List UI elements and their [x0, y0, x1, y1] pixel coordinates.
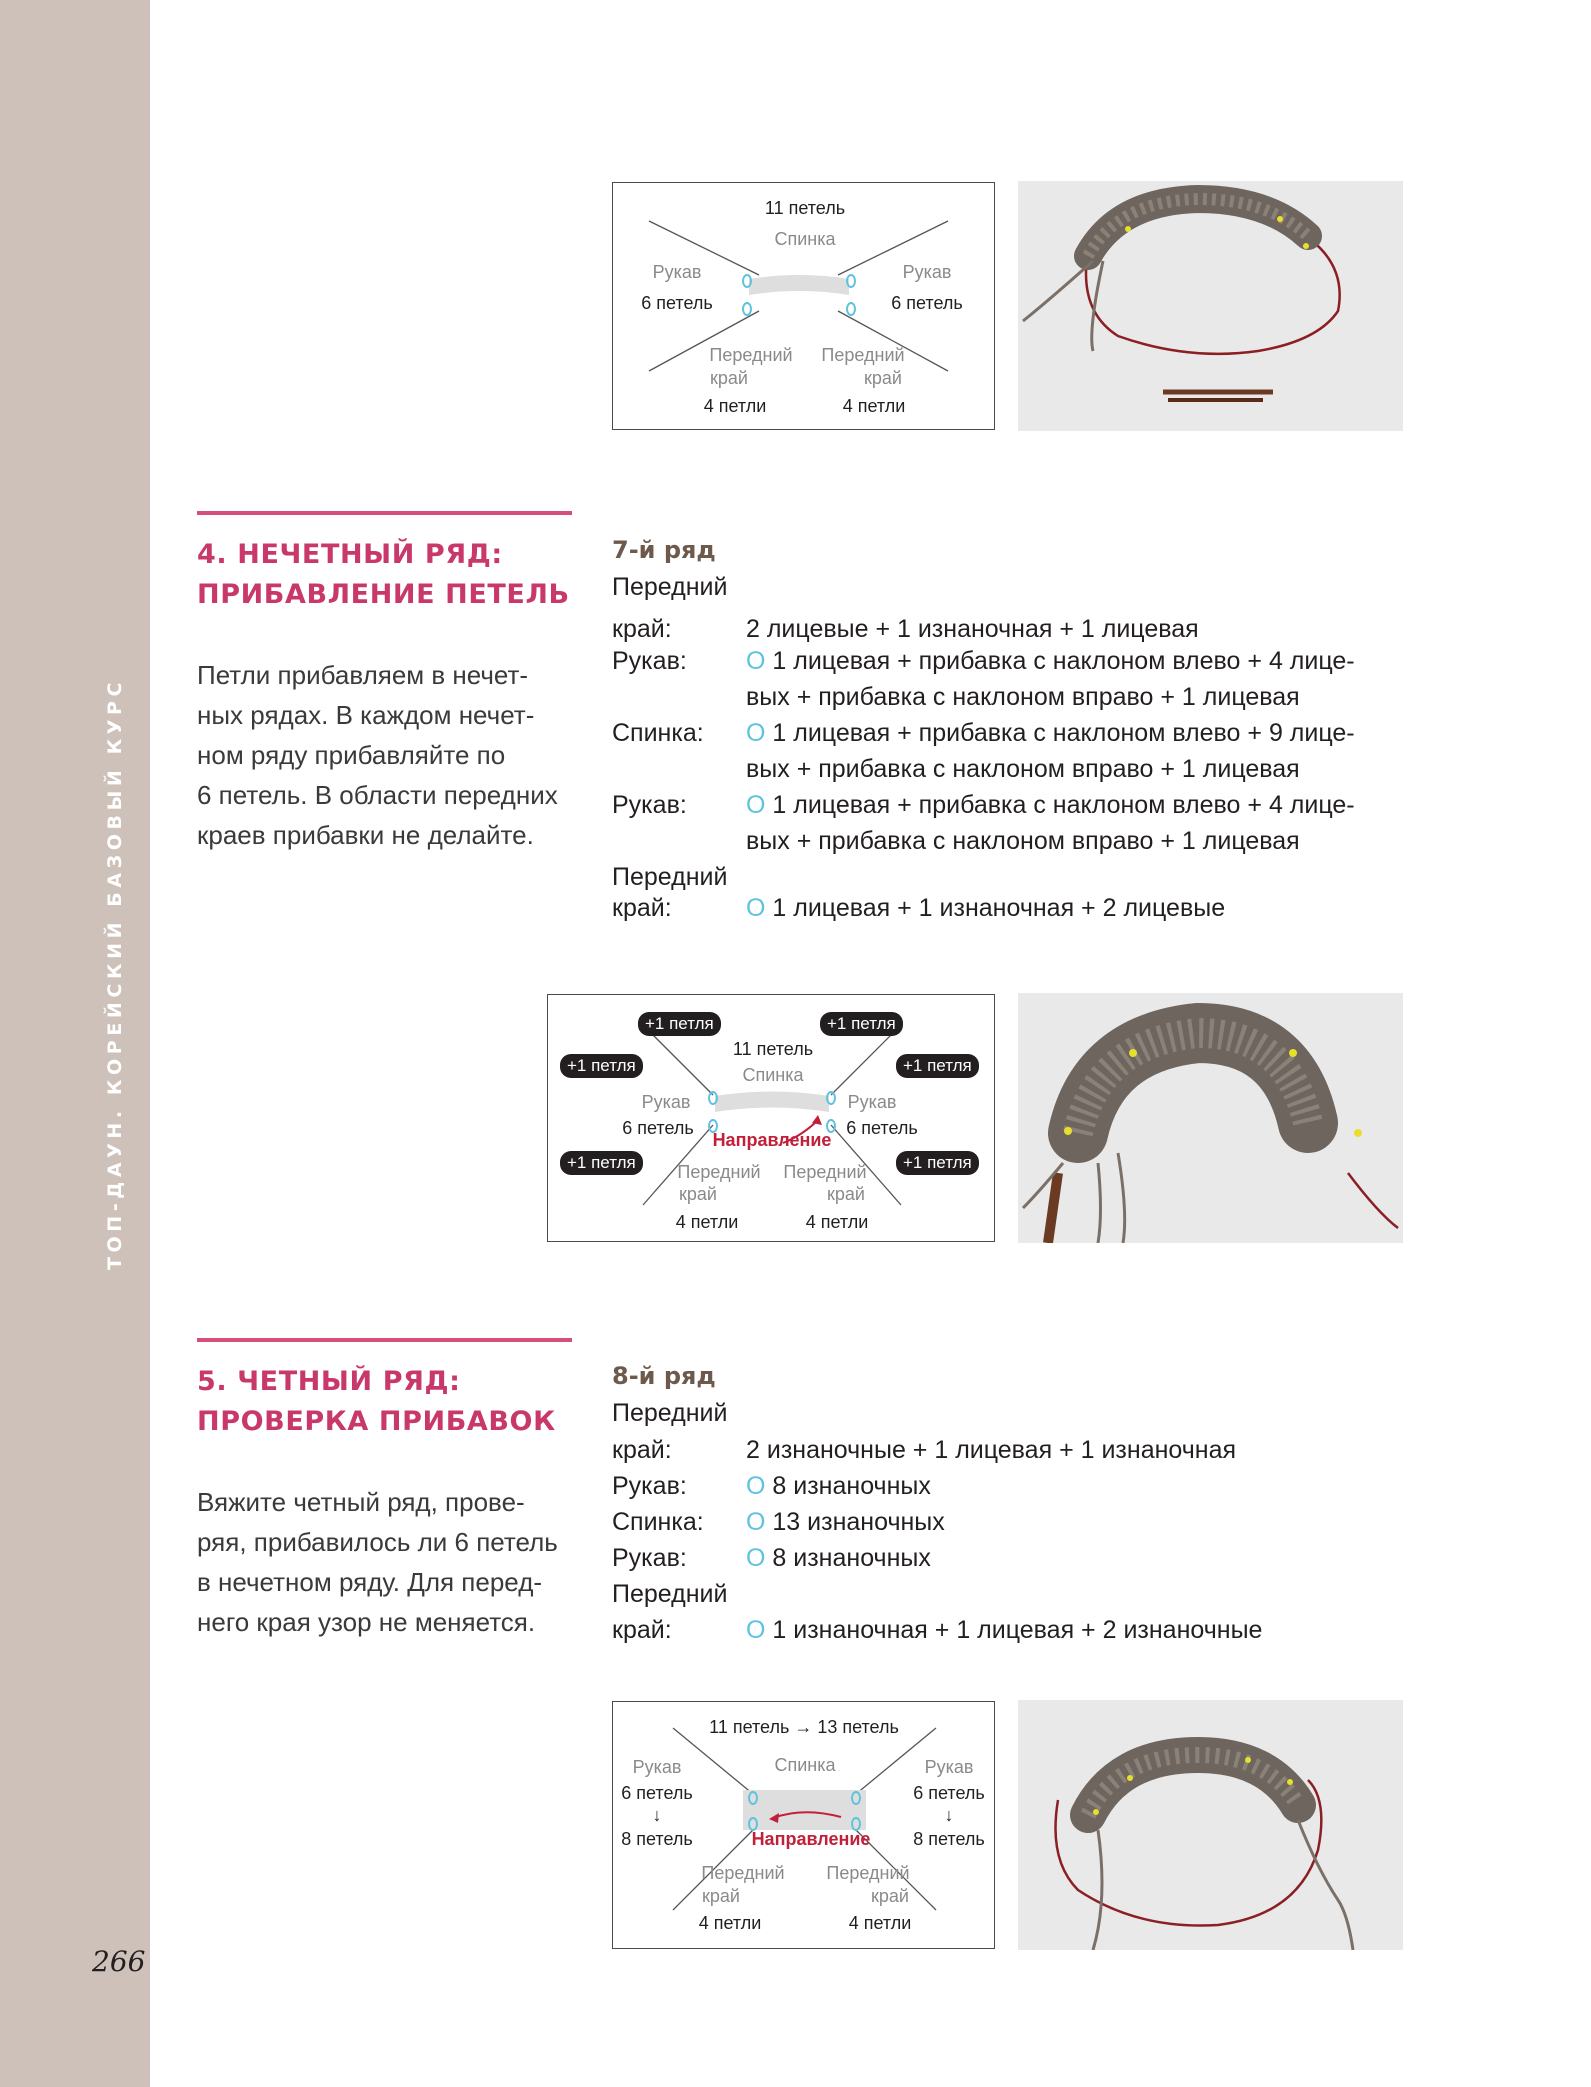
intro-line: него края узор не меняется. [197, 1607, 536, 1637]
diagram-row8 [612, 1701, 995, 1949]
page-sidebar [0, 0, 150, 2087]
diagram-sleeve-left-label: Рукав [632, 1757, 682, 1777]
diagram-top-count: 11 петель → 13 петель [709, 1717, 899, 1737]
diagram-direction-label: Направление [712, 1130, 832, 1150]
instruction-label: Передний [612, 1399, 728, 1427]
intro-line: в нечетном ряду. Для перед- [197, 1567, 543, 1597]
intro-line: Вяжите четный ряд, прове- [197, 1487, 525, 1517]
diagram-front-left-count: 4 петли [698, 1913, 762, 1933]
instruction-label: Передний [612, 573, 728, 601]
section5-heading-line1: 5. ЧЕТНЫЙ РЯД: [197, 1366, 461, 1397]
diagram-front-left-label: Передний [701, 1863, 785, 1883]
instruction-text: 2 изнаночные + 1 лицевая + 1 изнаночная [746, 1436, 1237, 1464]
marker-circle-icon: O [746, 1544, 766, 1572]
instruction-label: Спинка: [612, 719, 704, 747]
instruction-text: O 8 изнаночных [746, 1544, 931, 1572]
section5-intro [197, 1482, 577, 1642]
diagram-row6 [612, 182, 995, 430]
section4-rule [197, 511, 572, 515]
diagram-sleeve-left-label: Рукав [641, 1092, 691, 1112]
instruction-label: Рукав: [612, 647, 687, 675]
diagram-back-label: Спинка [742, 1065, 804, 1085]
diagram-sleeve-left-count: 6 петель [621, 1783, 693, 1803]
plus-one-badge: +1 петля [560, 1151, 643, 1175]
diagram-sleeve-left-count: 6 петель [641, 293, 713, 313]
diagram-direction-label: Направление [751, 1829, 871, 1849]
diagram-front-right-count: 4 петли [805, 1212, 869, 1232]
instruction-text: O 8 изнаночных [746, 1472, 931, 1500]
section5-rule [197, 1338, 572, 1342]
instruction-label: край: [612, 1436, 672, 1464]
marker-circle-icon: O [746, 1616, 766, 1644]
plus-one-badge: +1 петля [560, 1054, 643, 1078]
section4-intro [197, 655, 577, 855]
row8-title: 8-й ряд [612, 1362, 716, 1390]
arrow-down-icon: ↓ [652, 1805, 662, 1825]
diagram-front-right-label: Передний [826, 1863, 910, 1883]
running-head: ТОП-ДАУН. КОРЕЙСКИЙ БАЗОВЫЙ КУРС [104, 677, 126, 1270]
instruction-label: Спинка: [612, 1508, 704, 1536]
marker-circle-icon: O [746, 1472, 766, 1500]
instruction-text: вых + прибавка с наклоном вправо + 1 лицевая [746, 683, 1300, 711]
intro-line: ном ряду прибавляйте по [197, 740, 506, 770]
plus-one-badge: +1 петля [638, 1012, 721, 1036]
instruction-text: O 1 лицевая + прибавка с наклоном влево + 9 лице- [746, 719, 1355, 747]
diagram-sleeve-right-label: Рукав [924, 1757, 974, 1777]
section5-heading-line2: ПРОВЕРКА ПРИБАВОК [197, 1406, 556, 1437]
diagram-front-left-label2: край [710, 368, 748, 388]
diagram-row7 [547, 994, 995, 1242]
diagram-back-label: Спинка [774, 229, 836, 249]
diagram-front-right-count: 4 петли [848, 1913, 912, 1933]
diagram-front-right-label2: край [827, 1184, 865, 1204]
instruction-label: Рукав: [612, 1544, 687, 1572]
diagram-front-right-count: 4 петли [842, 396, 906, 416]
diagram-sleeve-left-count: 6 петель [622, 1118, 694, 1138]
knitting-photo-row7 [1018, 993, 1403, 1243]
section4-heading-line2: ПРИБАВЛЕНИЕ ПЕТЕЛЬ [197, 579, 570, 610]
diagram-sleeve-left-label: Рукав [652, 262, 702, 282]
diagram-back-label: Спинка [774, 1755, 836, 1775]
instruction-text: 2 лицевые + 1 изнаночная + 1 лицевая [746, 615, 1199, 643]
knitting-photo-row8 [1018, 1700, 1403, 1950]
diagram-front-left-label: Передний [677, 1162, 761, 1182]
instruction-label: край: [612, 1616, 672, 1644]
page-number: 266 [92, 1945, 146, 1978]
knitting-photo-row6 [1018, 181, 1403, 431]
instruction-text: вых + прибавка с наклоном вправо + 1 лицевая [746, 755, 1300, 783]
diagram-front-left-label2: край [702, 1886, 740, 1906]
plus-one-badge: +1 петля [820, 1012, 903, 1036]
diagram-lines [613, 1702, 996, 1950]
diagram-sleeve-right-new-count: 8 петель [913, 1829, 985, 1849]
marker-circle-icon: O [746, 894, 766, 922]
instruction-label: край: [612, 894, 672, 922]
marker-circle-icon: O [746, 719, 766, 747]
diagram-front-left-label2: край [679, 1184, 717, 1204]
instruction-label: край: [612, 615, 672, 643]
instruction-text: O 13 изнаночных [746, 1508, 945, 1536]
row7-title: 7-й ряд [612, 536, 716, 564]
instruction-label: Передний [612, 863, 728, 891]
intro-line: 6 петель. В области передних [197, 780, 558, 810]
marker-circle-icon: O [746, 791, 766, 819]
diagram-front-left-count: 4 петли [675, 1212, 739, 1232]
diagram-sleeve-right-label: Рукав [902, 262, 952, 282]
instruction-label: Рукав: [612, 1472, 687, 1500]
marker-circle-icon: O [746, 647, 766, 675]
section5-heading [197, 1362, 577, 1442]
instruction-text: вых + прибавка с наклоном вправо + 1 лицевая [746, 827, 1300, 855]
diagram-front-left-count: 4 петли [703, 396, 767, 416]
instruction-label: Рукав: [612, 791, 687, 819]
diagram-front-right-label2: край [871, 1886, 909, 1906]
instruction-text: O 1 лицевая + прибавка с наклоном влево + 4 лице- [746, 647, 1355, 675]
instruction-text: O 1 лицевая + 1 изнаночная + 2 лицевые [746, 894, 1226, 922]
intro-line: краев прибавки не делайте. [197, 820, 534, 850]
instruction-text: O 1 лицевая + прибавка с наклоном влево + 4 лице- [746, 791, 1355, 819]
section4-heading [197, 535, 577, 615]
arrow-down-icon: ↓ [944, 1805, 954, 1825]
diagram-sleeve-right-count: 6 петель [913, 1783, 985, 1803]
diagram-sleeve-right-label: Рукав [847, 1092, 897, 1112]
instruction-label: Передний [612, 1580, 728, 1608]
diagram-lines [548, 995, 996, 1243]
diagram-front-left-label: Передний [709, 345, 793, 365]
plus-one-badge: +1 петля [896, 1151, 979, 1175]
diagram-front-right-label2: край [864, 368, 902, 388]
intro-line: Петли прибавляем в нечет- [197, 660, 529, 690]
diagram-top-count: 11 петель [732, 1039, 814, 1059]
diagram-sleeve-right-count: 6 петель [846, 1118, 918, 1138]
diagram-sleeve-right-count: 6 петель [891, 293, 963, 313]
intro-line: ных рядах. В каждом нечет- [197, 700, 535, 730]
marker-circle-icon: O [746, 1508, 766, 1536]
intro-line: ряя, прибавилось ли 6 петель [197, 1527, 558, 1557]
diagram-front-right-label: Передний [821, 345, 905, 365]
diagram-front-right-label: Передний [783, 1162, 867, 1182]
instruction-text: O 1 изнаночная + 1 лицевая + 2 изнаночные [746, 1616, 1263, 1644]
diagram-top-count: 11 петель [764, 198, 846, 218]
plus-one-badge: +1 петля [896, 1054, 979, 1078]
diagram-sleeve-left-new-count: 8 петель [621, 1829, 693, 1849]
section4-heading-line1: 4. НЕЧЕТНЫЙ РЯД: [197, 539, 503, 570]
